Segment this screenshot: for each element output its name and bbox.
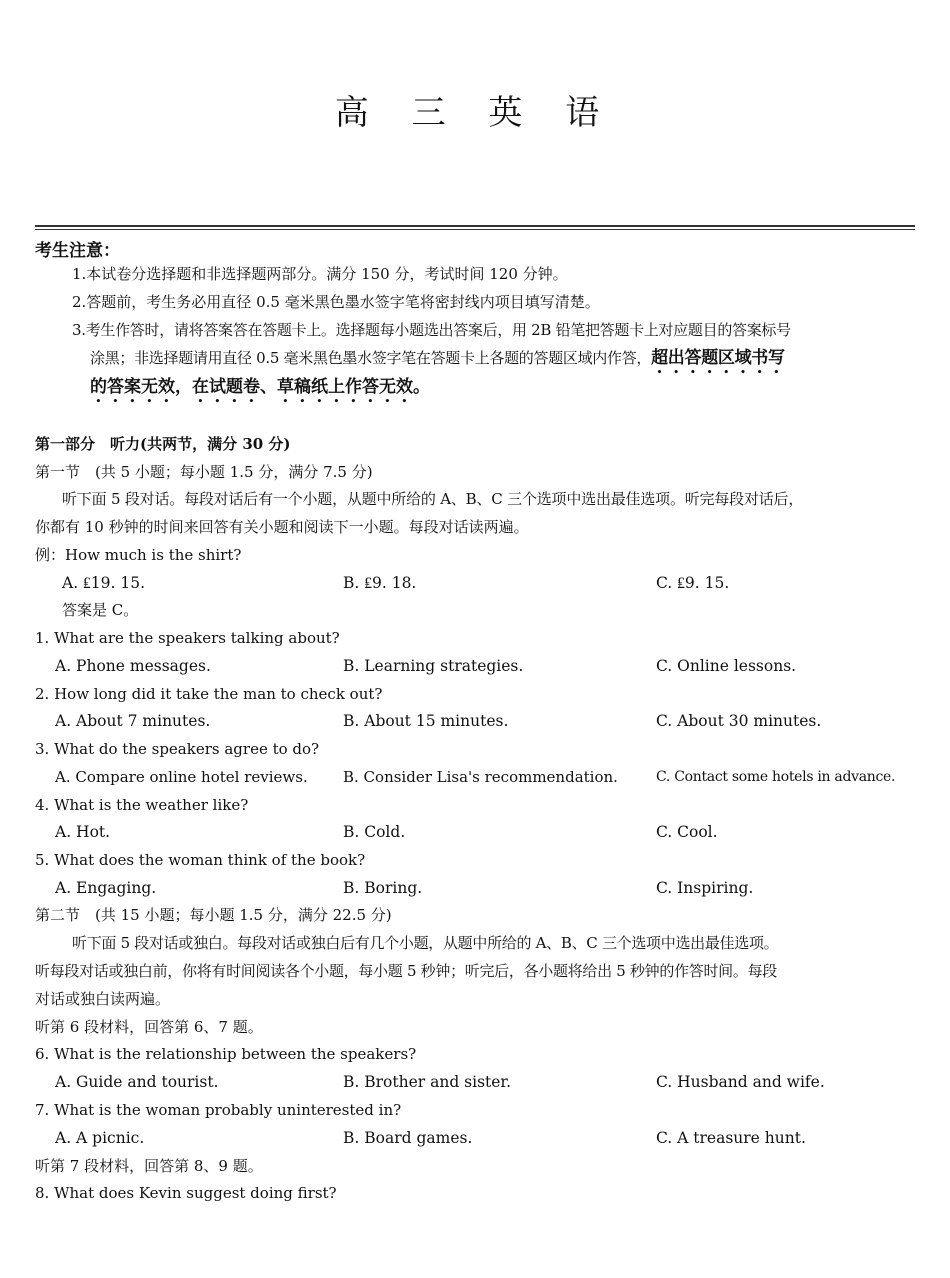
notice-item-3: 3.考生作答时，请将答案答在答题卡上。选择题每小题选出答案后，用 2B 铅笔把答题卡上对应题目的答案标号 (72, 321, 791, 339)
question-7: 7. What is the woman probably uninterested in? (35, 1101, 402, 1119)
q5-option-a: A. Engaging. (55, 879, 157, 897)
q7-option-b: B. Board games. (343, 1129, 473, 1147)
header-rule-thin (35, 229, 915, 230)
q4-option-c: C. Cool. (656, 823, 718, 841)
q2-option-c: C. About 30 minutes. (656, 712, 822, 730)
example-answer: 答案是 C。 (62, 601, 139, 619)
question-6: 6. What is the relationship between the speakers? (35, 1045, 417, 1063)
section2-instructions-2: 听每段对话或独白前，你将有时间阅读各个小题，每小题 5 秒钟；听完后，各小题将给出 5 秒钟的作答时间。每段 (35, 962, 777, 980)
q7-option-c: C. A treasure hunt. (656, 1129, 806, 1147)
q5-option-b: B. Boring. (343, 879, 423, 897)
notice-item-3-plain: 涂黑；非选择题请用直径 0.5 毫米黑色墨水签字笔在答题卡上各题的答题区域内作答， (90, 349, 652, 367)
q6-option-c: C. Husband and wife. (656, 1073, 825, 1091)
question-5: 5. What does the woman think of the book? (35, 851, 366, 869)
notice-warning-2: 的答案无效，在试题卷、草稿纸上作答无效。 (90, 377, 430, 397)
q7-option-a: A. A picnic. (55, 1129, 145, 1147)
question-2: 2. How long did it take the man to check out? (35, 685, 383, 703)
q4-option-a: A. Hot. (55, 823, 111, 841)
section2-title: 第二节 (共 15 小题；每小题 1.5 分，满分 22.5 分) (35, 906, 392, 924)
notice-item-1: 1.本试卷分选择题和非选择题两部分。满分 150 分，考试时间 120 分钟。 (72, 265, 568, 283)
notice-warning-1: 超出答题区域书写 (651, 348, 785, 368)
example-question: 例：How much is the shirt? (35, 546, 242, 564)
q3-option-a: A. Compare online hotel reviews. (55, 768, 308, 786)
section1-instructions-2: 你都有 10 秒钟的时间来回答有关小题和阅读下一小题。每段对话读两遍。 (35, 518, 529, 536)
section1-title: 第一节 (共 5 小题；每小题 1.5 分，满分 7.5 分) (35, 463, 373, 481)
part1-title: 第一部分 听力(共两节，满分 30 分) (35, 435, 291, 453)
example-option-a: A. ₤19. 15. (62, 574, 146, 592)
q1-option-b: B. Learning strategies. (343, 657, 524, 675)
question-8: 8. What does Kevin suggest doing first? (35, 1184, 337, 1202)
q2-option-a: A. About 7 minutes. (55, 712, 211, 730)
q1-option-c: C. Online lessons. (656, 657, 797, 675)
section2-instructions-3: 对话或独白读两遍。 (35, 990, 171, 1008)
q2-option-b: B. About 15 minutes. (343, 712, 509, 730)
material-6-intro: 听第 6 段材料，回答第 6、7 题。 (35, 1018, 263, 1036)
notice-item-2: 2.答题前，考生务必用直径 0.5 毫米黑色墨水签字笔将密封线内项目填写清楚。 (72, 293, 600, 311)
header-rule (35, 225, 915, 227)
q3-option-b: B. Consider Lisa's recommendation. (343, 768, 618, 786)
question-4: 4. What is the weather like? (35, 796, 249, 814)
notice-item-3-line2 (90, 348, 785, 378)
question-3: 3. What do the speakers agree to do? (35, 740, 320, 758)
material-7-intro: 听第 7 段材料，回答第 8、9 题。 (35, 1157, 263, 1175)
notice-heading: 考生注意： (35, 241, 120, 261)
q6-option-b: B. Brother and sister. (343, 1073, 512, 1091)
q5-option-c: C. Inspiring. (656, 879, 754, 897)
section2-instructions-1: 听下面 5 段对话或独白。每段对话或独白后有几个小题，从题中所给的 A、B、C 三个选项中选出最佳选项。 (72, 934, 779, 952)
example-option-b: B. ₤9. 18. (343, 574, 417, 592)
q3-option-c: C. Contact some hotels in advance. (656, 769, 896, 785)
question-1: 1. What are the speakers talking about? (35, 629, 340, 647)
q1-option-a: A. Phone messages. (55, 657, 211, 675)
q4-option-b: B. Cold. (343, 823, 406, 841)
page-title: 高 三 英 语 (334, 93, 616, 133)
example-option-c: C. ₤9. 15. (656, 574, 730, 592)
section1-instructions-1: 听下面 5 段对话。每段对话后有一个小题，从题中所给的 A、B、C 三个选项中选出最佳选项。听完每段对话后， (62, 490, 804, 508)
q6-option-a: A. Guide and tourist. (55, 1073, 219, 1091)
notice-item-3-line3 (90, 377, 430, 407)
